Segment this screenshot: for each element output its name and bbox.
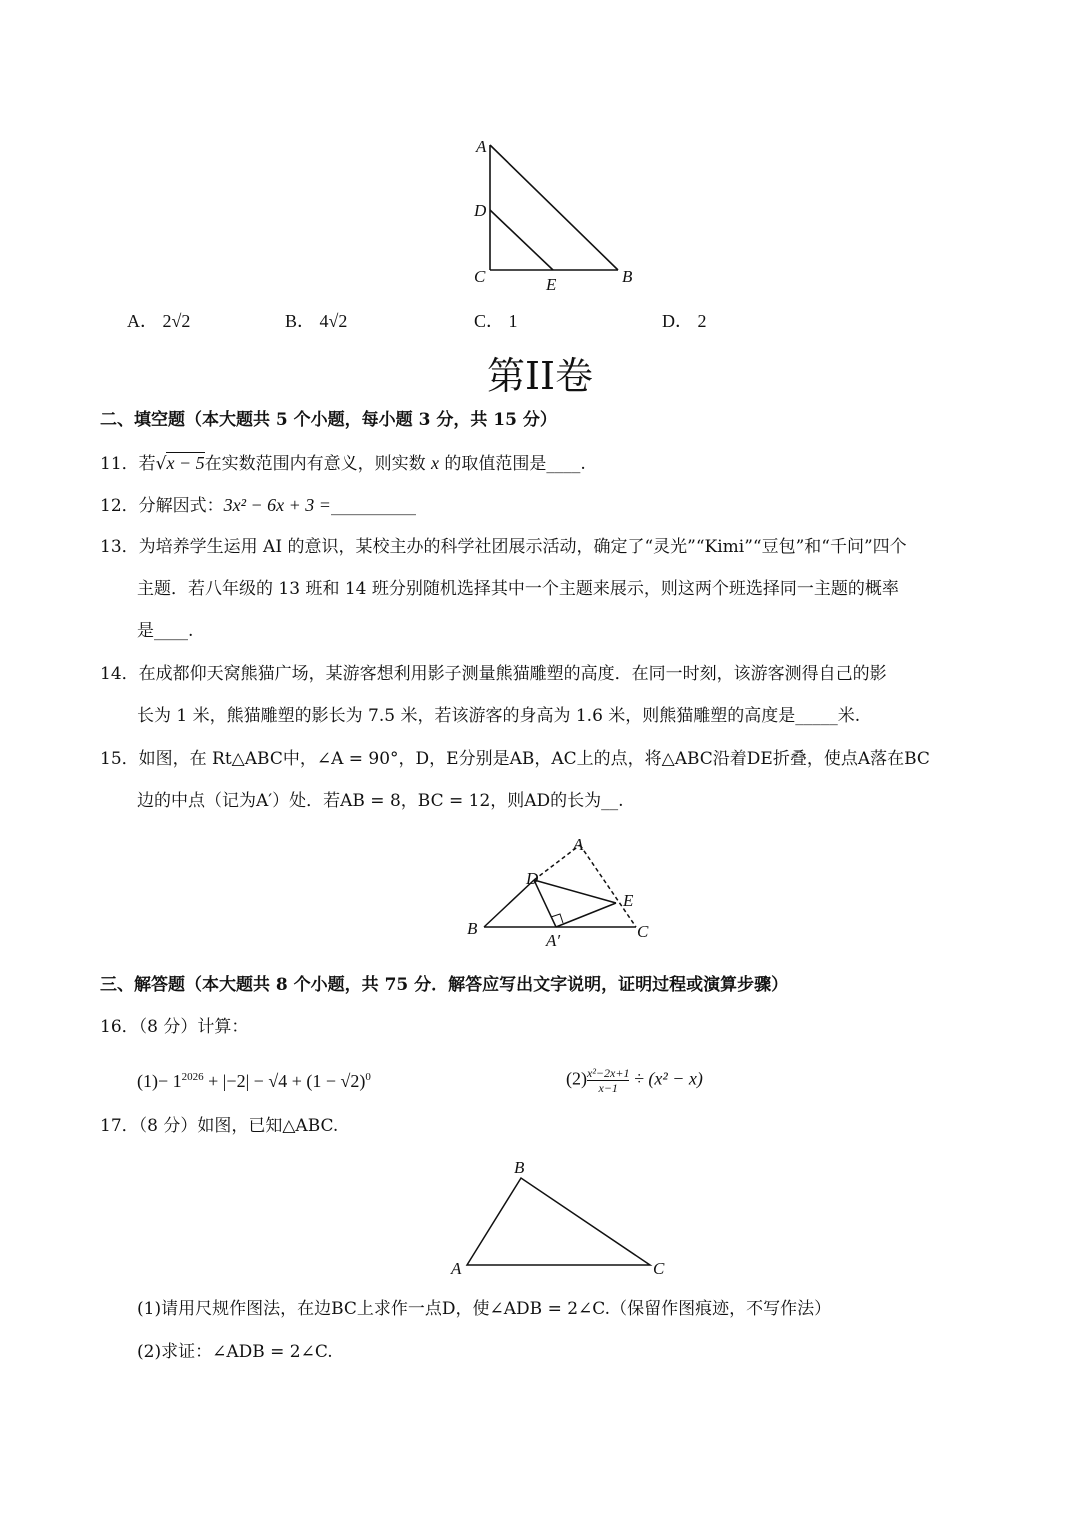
- question-17: [100, 1115, 338, 1137]
- text: （8 分）如图，已知△ABC.: [138, 1116, 339, 1136]
- question-16: [100, 1016, 248, 1038]
- numerator: x²−2x+1: [587, 1066, 630, 1080]
- option-value: 4√2: [319, 311, 348, 331]
- option-value: 2: [697, 311, 707, 331]
- label-A: A: [451, 1259, 462, 1278]
- question-number: 14．: [100, 664, 139, 684]
- option-b: [285, 310, 347, 332]
- option-d: [662, 310, 707, 332]
- figure-q17-triangle: [467, 1178, 650, 1265]
- question-15: [100, 748, 930, 770]
- label-C: C: [474, 267, 486, 286]
- expression: − 1: [158, 1071, 182, 1091]
- option-c: [474, 310, 518, 332]
- text: 的取值范围是____.: [439, 454, 586, 474]
- label-C: C: [653, 1259, 665, 1278]
- text: 在实数范围内有意义，则实数: [204, 454, 432, 474]
- q17-part-2: (2)求证：∠ADB = 2∠C.: [137, 1342, 333, 1362]
- question-number: 17．: [100, 1116, 139, 1136]
- expression: + |−2| − √4 + (1 − √2): [203, 1071, 366, 1091]
- text: 如图，在 Rt△ABC中，∠A = 90°，D，E分别是AB，AC上的点，将△ABC沿着DE折叠，使点A落在BC: [138, 749, 930, 769]
- option-label: A．: [127, 311, 158, 331]
- expression: 3x² − 6x + 3 =: [223, 495, 331, 515]
- question-15-line: 边的中点（记为A′）处．若AB = 8，BC = 12，则AD的长为__.: [137, 791, 624, 811]
- label-B: B: [467, 919, 478, 938]
- label-A: A: [573, 835, 584, 854]
- label-A-prime: A′: [546, 931, 561, 950]
- question-number: 11．: [100, 454, 139, 474]
- option-label: C．: [474, 311, 505, 331]
- text: 若: [138, 454, 156, 474]
- label-B: B: [622, 267, 633, 286]
- question-13: [100, 536, 907, 558]
- option-value: 2√2: [162, 311, 191, 331]
- exponent: 0: [365, 1071, 371, 1083]
- figure-q15-fold: [484, 845, 636, 927]
- section-heading: 三、解答题（本大题共 8 个小题，共 75 分．解答应写出文字说明，证明过程或演算步骤）: [100, 975, 789, 995]
- text: 分解因式：: [138, 496, 224, 516]
- text: 在成都仰天窝熊猫广场，某游客想利用影子测量熊猫雕塑的高度．在同一时刻，该游客测得自己的影: [138, 664, 887, 684]
- part-label: (1): [137, 1071, 158, 1091]
- fraction: [587, 1066, 629, 1095]
- exponent: 2026: [181, 1071, 204, 1083]
- text: 为培养学生运用 AI 的意识，某校主办的科学社团展示活动，确定了“灵光”“Kimi”“豆包”和“千问”四个: [138, 537, 907, 557]
- answer-blank: __________: [330, 496, 416, 516]
- option-value: 1: [508, 311, 518, 331]
- label-E: E: [623, 891, 634, 910]
- option-label: D．: [662, 311, 693, 331]
- question-number: 13．: [100, 537, 139, 557]
- q17-part-1: (1)请用尺规作图法，在边BC上求作一点D，使∠ADB = 2∠C.（保留作图痕迹，不写作法）: [137, 1299, 832, 1319]
- label-B: B: [514, 1158, 525, 1177]
- radicand: x − 5: [166, 453, 205, 473]
- option-a: [127, 310, 190, 332]
- label-E: E: [546, 275, 557, 294]
- section-heading: 二、填空题（本大题共 5 个小题，每小题 3 分，共 15 分）: [100, 410, 557, 430]
- question-13-line: 主题．若八年级的 13 班和 14 班分别随机选择其中一个主题来展示，则这两个班选择同一主题的概率: [137, 579, 899, 599]
- q16-part-2: [566, 1066, 703, 1095]
- part-label: (2): [566, 1068, 587, 1089]
- label-D: D: [526, 869, 539, 888]
- text: （8 分）计算：: [138, 1017, 249, 1037]
- question-14: [100, 663, 887, 685]
- variable: x: [431, 453, 440, 473]
- denominator: x−1: [598, 1081, 618, 1095]
- question-13-line: 是____.: [137, 621, 194, 641]
- option-label: B．: [285, 311, 316, 331]
- question-14-line: 长为 1 米，熊猫雕塑的影长为 7.5 米，若该游客的身高为 1.6 米，则熊猫雕塑的高度是_____米.: [137, 706, 861, 726]
- question-12: [100, 494, 416, 517]
- label-A: A: [476, 137, 487, 156]
- expression: ÷ (x² − x): [633, 1068, 703, 1089]
- figure-q10-triangle: [490, 145, 618, 270]
- question-number: 15．: [100, 749, 139, 769]
- label-D: D: [474, 201, 487, 220]
- question-number: 16．: [100, 1017, 139, 1037]
- q16-part-1: [137, 1066, 371, 1092]
- part-title: 第II卷: [486, 354, 594, 398]
- question-11: 11．若√x − 5在实数范围内有意义，则实数 x 的取值范围是____.: [100, 453, 586, 474]
- question-number: 12．: [100, 496, 139, 516]
- label-C: C: [637, 922, 649, 941]
